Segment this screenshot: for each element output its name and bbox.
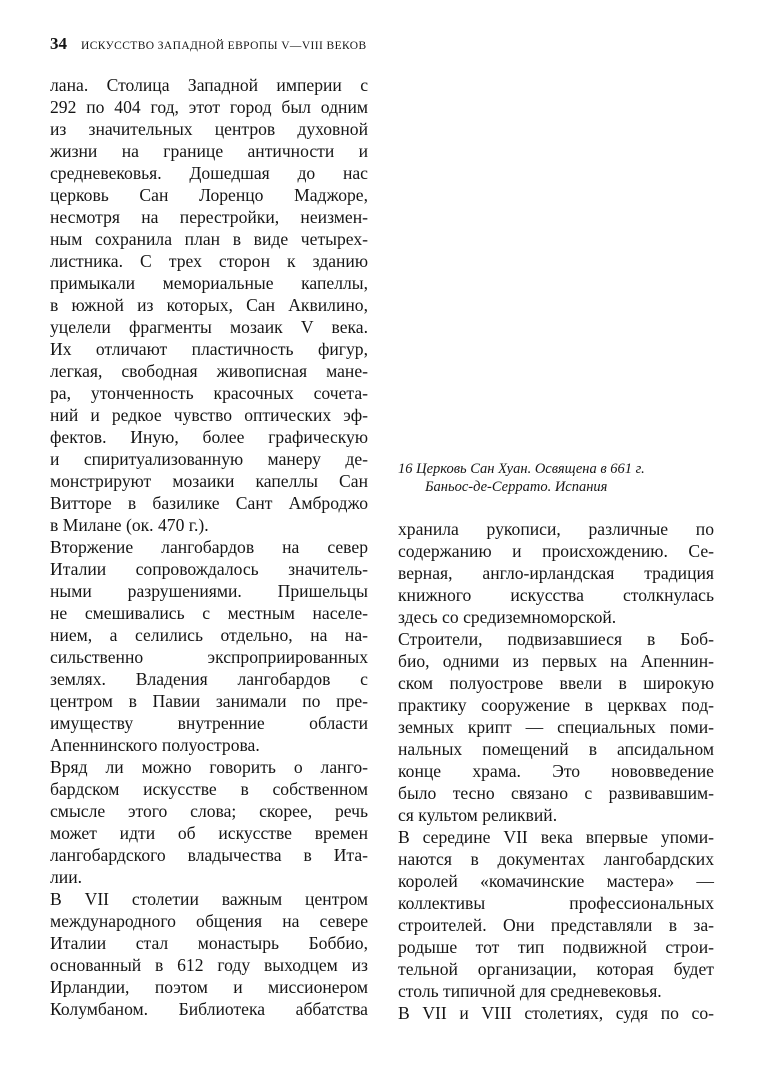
figure-caption <box>398 460 718 496</box>
text-line: родыше тот тип подвижной строи- <box>398 937 714 957</box>
text-line: центром в Павии занимали по пре- <box>50 691 368 711</box>
text-line: строителей. Они представляли в за- <box>398 915 714 935</box>
text-line: Вряд ли можно говорить о ланго- <box>50 757 368 777</box>
right-text-column <box>398 518 714 1024</box>
text-line: столь типичной для средневековья. <box>398 981 662 1001</box>
text-line: здесь со средиземноморской. <box>398 607 617 627</box>
text-line: ся культом реликвий. <box>398 805 558 825</box>
text-line: био, одними из первых на Апеннин- <box>398 651 714 671</box>
text-line: легкая, свободная живописная мане- <box>50 361 368 381</box>
text-line: имуществу внутренние области <box>50 713 368 733</box>
text-line: не смешивались с местным населе- <box>50 603 368 623</box>
text-line: практику сооружение в церквах под- <box>398 695 714 715</box>
text-line: лана. Столица Западной империи с <box>50 75 368 95</box>
text-line: ным сохранила план в виде четырех- <box>50 229 368 249</box>
text-line: несмотря на перестройки, неизмен- <box>50 207 368 227</box>
text-line: сильственно экспроприированных <box>50 647 368 667</box>
text-line: примыкали мемориальные капеллы, <box>50 273 368 293</box>
text-line: листника. С трех сторон к зданию <box>50 251 368 271</box>
text-line: королей «комачинские мастера» — <box>398 871 714 891</box>
text-line: лии. <box>50 867 83 887</box>
text-line: было тесно связано с развивавшим- <box>398 783 714 803</box>
text-line: тельной организации, которая будет <box>398 959 714 979</box>
text-line: из значительных центров духовной <box>50 119 368 139</box>
text-line: смысле этого слова; скорее, речь <box>50 801 368 821</box>
text-line: Италии сопровождалось значитель- <box>50 559 368 579</box>
text-line: уцелели фрагменты мозаик V века. <box>50 317 368 337</box>
text-line: бардском искусстве в собственном <box>50 779 368 799</box>
text-line: земных крипт — специальных поми- <box>398 717 714 737</box>
text-line: В VII столетии важным центром <box>50 889 368 909</box>
text-line: Италии стал монастырь Боббио, <box>50 933 368 953</box>
text-line: Ирландии, поэтом и миссионером <box>50 977 368 997</box>
text-line: монстрируют мозаики капеллы Сан <box>50 471 368 491</box>
text-line: и спиритуализованную манеру де- <box>50 449 368 469</box>
text-line: книжного искусства столкнулась <box>398 585 714 605</box>
text-line: нием, а селились отдельно, на на- <box>50 625 368 645</box>
text-line: в Милане (ок. 470 г.). <box>50 515 209 535</box>
text-line: жизни на границе античности и <box>50 141 368 161</box>
text-line: 292 по 404 год, этот город был одним <box>50 97 368 117</box>
text-line: Витторе в базилике Сант Амброджо <box>50 493 368 513</box>
text-line: в южной из которых, Сан Аквилино, <box>50 295 368 315</box>
text-line: ра, утонченность красочных сочета- <box>50 383 368 403</box>
text-line: верная, англо-ирландская традиция <box>398 563 714 583</box>
text-line: лангобардского владычества в Ита- <box>50 845 368 865</box>
text-line: землях. Владения лангобардов с <box>50 669 368 689</box>
text-line: ными разрушениями. Пришельцы <box>50 581 368 601</box>
text-line: наются в документах лангобардских <box>398 849 714 869</box>
text-line: хранила рукописи, различные по <box>398 519 714 539</box>
text-line: содержанию и происхождению. Се- <box>398 541 714 561</box>
text-line: Строители, подвизавшиеся в Боб- <box>398 629 714 649</box>
text-line: ском полуострове ввели в широкую <box>398 673 714 693</box>
text-line: может идти об искусстве времен <box>50 823 368 843</box>
caption-line: Баньос-де-Серрато. Испания <box>425 479 608 495</box>
page-number: 34 <box>50 34 67 53</box>
text-line: Колумбаном. Библиотека аббатства <box>50 999 368 1019</box>
text-line: средневековья. Дошедшая до нас <box>50 163 368 183</box>
caption-line: 16 Церковь Сан Хуан. Освящена в 661 г. <box>398 461 645 477</box>
running-header <box>50 34 730 56</box>
text-line: фектов. Иную, более графическую <box>50 427 368 447</box>
text-line: коллективы профессиональных <box>398 893 714 913</box>
text-line: В середине VII века впервые упоми- <box>398 827 714 847</box>
left-text-column <box>50 74 368 1020</box>
text-line: Апеннинского полуострова. <box>50 735 260 755</box>
text-line: конце храма. Это нововведение <box>398 761 714 781</box>
text-line: нальных помещений в апсидальном <box>398 739 714 759</box>
text-line: Их отличают пластичность фигур, <box>50 339 368 359</box>
text-line: международного общения на севере <box>50 911 368 931</box>
text-line: ний и редкое чувство оптических эф- <box>50 405 368 425</box>
text-line: Вторжение лангобардов на север <box>50 537 368 557</box>
running-title: ИСКУССТВО ЗАПАДНОЙ ЕВРОПЫ V—VIII ВЕКОВ <box>81 40 367 52</box>
text-line: церковь Сан Лоренцо Маджоре, <box>50 185 368 205</box>
text-line: В VII и VIII столетиях, судя по со- <box>398 1003 714 1023</box>
text-line: основанный в 612 году выходцем из <box>50 955 368 975</box>
